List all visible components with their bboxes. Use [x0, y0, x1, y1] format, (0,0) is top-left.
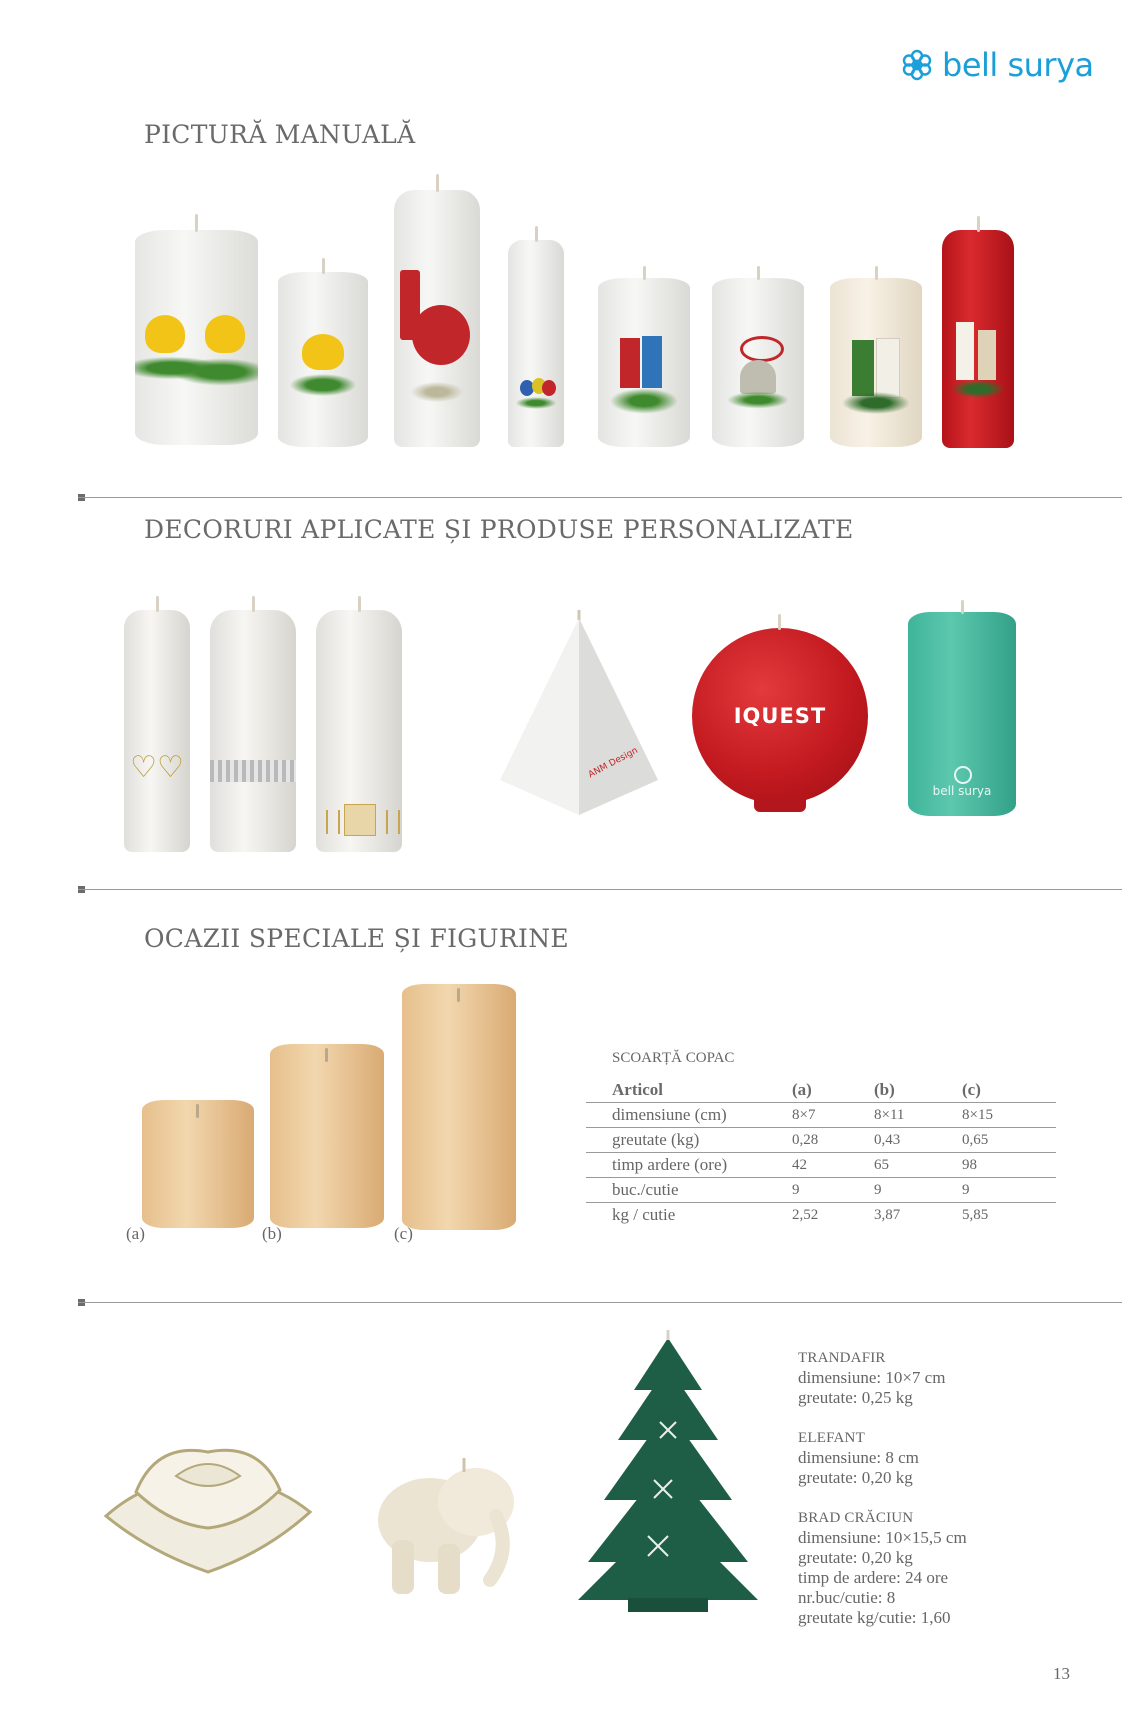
- rose-candle: [96, 1432, 320, 1578]
- tree-box-weight: greutate kg/cutie: 1,60: [798, 1608, 951, 1627]
- candle-teal-pillar: [908, 612, 1016, 816]
- tree-burn-time: timp de ardere: 24 ore: [798, 1568, 949, 1587]
- elephant-candle: [372, 1440, 522, 1600]
- table-cell: 2,52: [792, 1206, 819, 1223]
- table-cell: kg / cutie: [612, 1205, 676, 1224]
- decor-candles-row: [0, 590, 1122, 860]
- table-cell: 98: [962, 1156, 977, 1173]
- brand-logo: [900, 46, 1094, 84]
- bark-label-b: (b): [262, 1224, 282, 1243]
- candle-red-blue: [598, 278, 690, 447]
- rose-info: [798, 1348, 945, 1408]
- elephant-title: ELEFANT: [798, 1430, 865, 1446]
- section-title-painting: PICTURĂ MANUALĂ: [144, 120, 416, 149]
- tree-pieces-per-box: nr.buc/cutie: 8: [798, 1588, 896, 1607]
- table-cell: 0,43: [874, 1131, 901, 1148]
- candle-silver-band: [210, 610, 296, 852]
- candle-red-sphere: [692, 628, 868, 804]
- table-header-cell: Articol: [612, 1080, 663, 1099]
- tree-title: BRAD CRĂCIUN: [798, 1510, 914, 1526]
- table-header-cell: (c): [962, 1080, 981, 1099]
- table-cell: buc./cutie: [612, 1180, 679, 1199]
- rose-dimension: dimensiune: 10×7 cm: [798, 1368, 946, 1387]
- table-row: [586, 1178, 1056, 1203]
- page-number: 13: [1053, 1664, 1070, 1683]
- pillar-logo-text: bell surya: [932, 784, 992, 798]
- table-cell: 3,87: [874, 1206, 901, 1223]
- elephant-info: [798, 1428, 919, 1488]
- candle-chicks-large: [135, 230, 258, 445]
- sphere-logo-text: IQUEST: [733, 704, 827, 728]
- table-cell: 8×11: [874, 1106, 905, 1123]
- rose-weight: greutate: 0,25 kg: [798, 1388, 913, 1407]
- elephant-dimension: dimensiune: 8 cm: [798, 1448, 919, 1467]
- tree-dimension: dimensiune: 10×15,5 cm: [798, 1528, 967, 1547]
- flower-icon: [900, 48, 934, 82]
- section-divider-1: [78, 497, 1122, 498]
- table-row: [586, 1203, 1056, 1228]
- section-divider-2: [78, 889, 1122, 890]
- table-cell: 8×7: [792, 1106, 816, 1123]
- candle-pyramid: [498, 610, 660, 815]
- rose-title: TRANDAFIR: [798, 1350, 886, 1366]
- bark-label-a: (a): [126, 1224, 145, 1243]
- table-cell: 0,65: [962, 1131, 989, 1148]
- candle-easter-eggs: [508, 240, 564, 447]
- table-cell: 5,85: [962, 1206, 989, 1223]
- pyramid-logo-text: ANM Design: [586, 745, 640, 781]
- table-cell: timp ardere (ore): [612, 1155, 728, 1174]
- painted-candles-row: [0, 160, 1122, 460]
- bark-spec-table-wrap: [586, 1078, 1056, 1227]
- table-cell: 65: [874, 1156, 889, 1173]
- section-title-decor: DECORURI APLICATE ȘI PRODUSE PERSONALIZATE: [144, 515, 854, 544]
- table-cell: 0,28: [792, 1131, 819, 1148]
- table-header-row: [586, 1078, 1056, 1103]
- table-row: [586, 1153, 1056, 1178]
- bark-candle-b: [270, 1044, 384, 1228]
- table-cell: 9: [962, 1181, 970, 1198]
- bark-label-c: (c): [394, 1224, 413, 1243]
- candle-red-tall: [942, 230, 1014, 448]
- candle-red-heart: [394, 190, 480, 447]
- candle-gold-hearts: ♡♡: [124, 610, 190, 852]
- bark-candle-a: [142, 1100, 254, 1228]
- table-cell: 42: [792, 1156, 807, 1173]
- christmas-tree-candle: [574, 1330, 762, 1620]
- table-cell: 9: [874, 1181, 882, 1198]
- section-divider-3: [78, 1302, 1122, 1303]
- elephant-weight: greutate: 0,20 kg: [798, 1468, 913, 1487]
- table-cell: greutate (kg): [612, 1130, 700, 1149]
- section-title-special: OCAZII SPECIALE ȘI FIGURINE: [144, 924, 569, 953]
- bark-candle-c: [402, 984, 516, 1230]
- tree-weight: greutate: 0,20 kg: [798, 1548, 913, 1567]
- table-header-cell: (b): [874, 1080, 895, 1099]
- candle-gold-pattern: [316, 610, 402, 852]
- table-header-cell: (a): [792, 1080, 812, 1099]
- table-cell: 9: [792, 1181, 800, 1198]
- table-cell: 8×15: [962, 1106, 993, 1123]
- bark-table-title: SCOARȚĂ COPAC: [612, 1050, 735, 1066]
- candle-green-white: [830, 278, 922, 447]
- candle-bells: [712, 278, 804, 447]
- table-row: [586, 1103, 1056, 1128]
- table-cell: dimensiune (cm): [612, 1105, 727, 1124]
- table-row: [586, 1128, 1056, 1153]
- brand-name: bell surya: [942, 46, 1094, 84]
- bark-spec-table: [586, 1078, 1056, 1227]
- tree-info: [798, 1508, 967, 1628]
- candle-chick-medium: [278, 272, 368, 447]
